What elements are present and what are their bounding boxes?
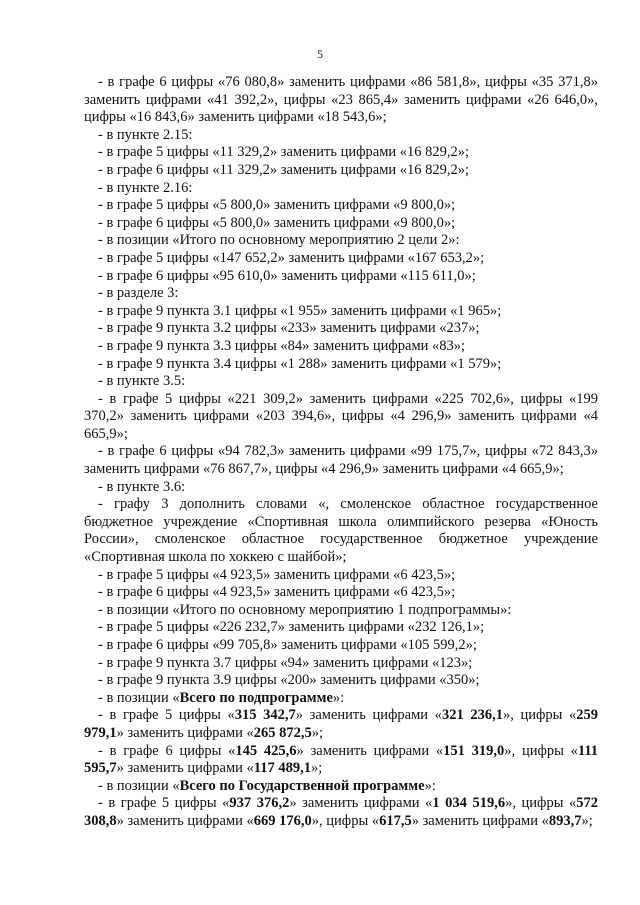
document-body bbox=[84, 74, 598, 831]
amendment-line: - в пункте 3.5: bbox=[98, 373, 186, 390]
amendment-line: - в графе 5 цифры «5 800,0» заменить цифрами «9 800,0»; bbox=[98, 197, 456, 214]
amendment-line: - в графе 9 пункта 3.2 цифры «233» заменить цифрами «237»; bbox=[98, 320, 480, 337]
amendment-line: - в позиции «Итого по основному мероприятию 2 цели 2»: bbox=[98, 232, 460, 249]
page-number: 5 bbox=[317, 47, 323, 61]
amendment-line: - в графе 5 цифры «4 923,5» заменить цифрами «6 423,5»; bbox=[98, 566, 456, 583]
amendment-line: - в графе 9 пункта 3.7 цифры «94» заменить цифрами «123»; bbox=[98, 654, 473, 671]
amendment-line: - в графе 5 цифры «221 309,2» заменить цифрами «225 702,6», цифры «199 370,2» заменить цифрами «203 394,6», цифры «4 296,9» заменить цифрами «4 665,9»; bbox=[84, 390, 598, 442]
amendment-line-program-total: - в позиции «Всего по Государственной программе»: bbox=[98, 777, 436, 794]
amendment-line-subprogram-col5: - в графе 5 цифры «315 342,7» заменить цифрами «321 236,1», цифры «259 979,1» заменить цифрами «265 872,5»; bbox=[84, 707, 599, 741]
amendment-line: - в графе 6 цифры «99 705,8» заменить цифрами «105 599,2»; bbox=[98, 637, 477, 653]
amendment-line: - в позиции «Итого по основному мероприятию 1 подпрограммы»: bbox=[98, 601, 512, 618]
amendment-line: - в пункте 2.15: bbox=[98, 126, 193, 143]
amendment-line: - в графе 6 цифры «11 329,2» заменить цифрами «16 829,2»; bbox=[98, 161, 470, 178]
amendment-line-subprogram-col6: - в графе 6 цифры «145 425,6» заменить цифрами «151 319,0», цифры «111 595,7» заменить цифрами «117 489,1»; bbox=[84, 742, 599, 777]
amendment-line: - в графе 5 цифры «226 232,7» заменить цифрами «232 126,1»; bbox=[98, 619, 485, 636]
amendment-line: - в графе 5 цифры «147 652,2» заменить цифрами «167 653,2»; bbox=[98, 249, 485, 266]
amendment-line: - в графе 9 пункта 3.3 цифры «84» заменить цифрами «83»; bbox=[98, 337, 466, 354]
amendment-line: - в графе 6 цифры «76 080,8» заменить цифрами «86 581,8», цифры «35 371,8» заменить цифрами «41 392,2», цифры «23 865,4» заменить цифрами «26 646,0», цифры «16 843,6» заменить цифрами «18 543,6»; bbox=[84, 74, 598, 126]
amendment-line-program-col5: - в графе 5 цифры «937 376,2» заменить цифрами «1 034 519,6», цифры «572 308,8» заменить цифрами «669 176,0», цифры «617,5» заменить цифрами «893,7»; bbox=[84, 795, 599, 829]
amendment-line: - в графе 6 цифры «94 782,3» заменить цифрами «99 175,7», цифры «72 843,3» заменить цифрами «76 867,7», цифры «4 296,9» заменить цифрами «4 665,9»; bbox=[84, 443, 598, 478]
amendment-line: - в графе 6 цифры «5 800,0» заменить цифрами «9 800,0»; bbox=[98, 214, 456, 231]
amendment-line: - в графе 6 цифры «4 923,5» заменить цифрами «6 423,5»; bbox=[98, 584, 456, 601]
amendment-line: - в графе 5 цифры «11 329,2» заменить цифрами «16 829,2»; bbox=[98, 144, 470, 161]
amendment-line: - в графе 6 цифры «95 610,0» заменить цифрами «115 611,0»; bbox=[98, 267, 476, 284]
amendment-line: - в разделе 3: bbox=[98, 285, 179, 302]
amendment-line: - в пункте 3.6: bbox=[98, 478, 186, 495]
amendment-line: - в графе 9 пункта 3.1 цифры «1 955» заменить цифрами «1 965»; bbox=[98, 302, 502, 319]
amendment-line: - в графе 9 пункта 3.9 цифры «200» заменить цифрами «350»; bbox=[98, 672, 480, 689]
amendment-line-subprogram-total: - в позиции «Всего по подпрограмме»: bbox=[98, 689, 345, 706]
amendment-line: - в графе 9 пункта 3.4 цифры «1 288» заменить цифрами «1 579»; bbox=[98, 355, 502, 372]
amendment-line: - графу 3 дополнить словами «, смоленское областное государственное бюджетное учреждение «Спортивная школа олимпийского резерва «Юность России», смоленское областное государственное бюджетное учреждение «Спортивная школа по хоккею с шайбой»; bbox=[84, 496, 598, 566]
amendment-line: - в пункте 2.16: bbox=[98, 179, 193, 196]
